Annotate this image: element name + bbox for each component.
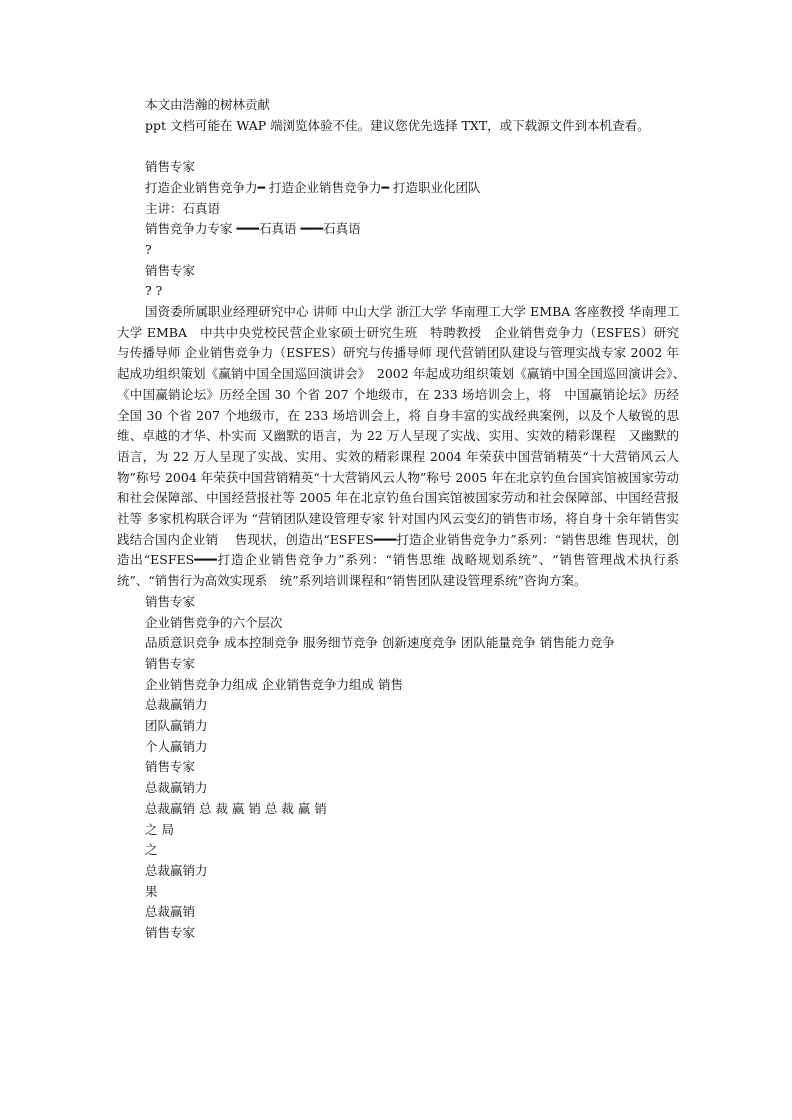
section-heading: 企业销售竞争的六个层次 (145, 614, 283, 630)
format-notice: ppt 文档可能在 WAP 端浏览体验不佳。建议您优先选择 TXT，或下载源文件到本机查看。 (145, 117, 650, 133)
text-line: 个人赢销力 (145, 738, 208, 754)
placeholder-mark: ? ? (145, 283, 163, 299)
text-line: 果 (145, 883, 158, 899)
text-line: 团队赢销力 (145, 718, 208, 734)
section-heading: 企业销售竞争力组成 企业销售竞争力组成 销售 (145, 676, 403, 692)
course-title: 打造企业销售竞争力━ 打造企业销售竞争力━ 打造职业化团队 (145, 179, 481, 195)
text-line: 总裁赢销力 (145, 697, 208, 713)
competition-levels: 品质意识竞争 成本控制竞争 服务细节竞争 创新速度竞争 团队能量竞争 销售能力竞争 (145, 635, 615, 651)
text-line: 总裁赢销 (145, 904, 196, 920)
slide-label: 销售专家 (145, 159, 196, 175)
speaker-line: 主讲：石真语 (145, 200, 221, 216)
text-line: 之 局 (145, 821, 174, 837)
text-line: 总裁赢销 总 裁 赢 销 总 裁 赢 销 (145, 800, 327, 816)
blank-line (117, 136, 679, 157)
slide-label: 销售专家 (145, 759, 196, 775)
slide-label: 销售专家 (145, 925, 196, 941)
credit-line: 本文由浩瀚的树林贡献 (145, 97, 271, 112)
slide-label: 销售专家 (145, 655, 196, 671)
text-line: 之 (145, 842, 158, 858)
speaker-bio-paragraph: 国资委所属职业经理研究中心 讲师 中山大学 浙江大学 华南理工大学 EMBA 客座教授 华南理工大学 EMBA 中共中央党校民营企业家硕士研究生班 特聘教授 企业销售竞争力（ESFES）研究与传播导师 企业销售竞争力（ESFES）研究与传播导师 现代营销团队建设与管理实战专家 2002 年起成功组织策划《赢销中国全国巡回演讲会》 2002 年起成功组织策划《赢销中国全国巡回演讲会》、 《中国赢销论坛》历经全国 30 个省 207 个地级市，在 233 场培训会上，将 中国赢销论坛》历经全国 30 个省 207 个地级市，在 233 场培训会上，将 自身丰富的实战经典案例，以及个人敏锐的思维、卓越的才华、朴实而 又幽默的语言，为 22 万人呈现了实战、实用、实效的精彩课程 又幽默的语言，为 22 万人呈现了实战、实用、实效的精彩课程 2004 年荣获中国营销精英“十大营销风云人物”称号 2004 年荣获中国营销精英“十大营销风云人物”称号 2005 年在北京钓鱼台国宾馆被国家劳动和社会保障部、中国经营报社等 2005 年在北京钓鱼台国宾馆被国家劳动和社会保障部、中国经营报社等 多家机构联合评为 “营销团队建设管理专家 针对国内风云变幻的销售市场，将自身十余年销售实践结合国内企业销 售现状，创造出“ESFES━━━打造企业销售竞争力”系列：“销售思维 售现状，创造出“ESFES━━━打造企业销售竞争力”系列：“销售思维 战略规划系统”、“销售管理战术执行系统”、“销售行为高效实现系 统”系列培训课程和“销售团队建设管理系统”咨询方案。 (117, 304, 705, 589)
document-body (117, 95, 705, 944)
speaker-title: 销售竞争力专家 ━━━石真语 ━━━石真语 (145, 221, 361, 237)
text-line: 总裁赢销力 (145, 780, 208, 796)
slide-label: 销售专家 (145, 593, 196, 609)
placeholder-mark: ? (145, 241, 152, 257)
slide-label: 销售专家 (145, 262, 196, 278)
text-line: 总裁赢销力 (145, 863, 208, 878)
